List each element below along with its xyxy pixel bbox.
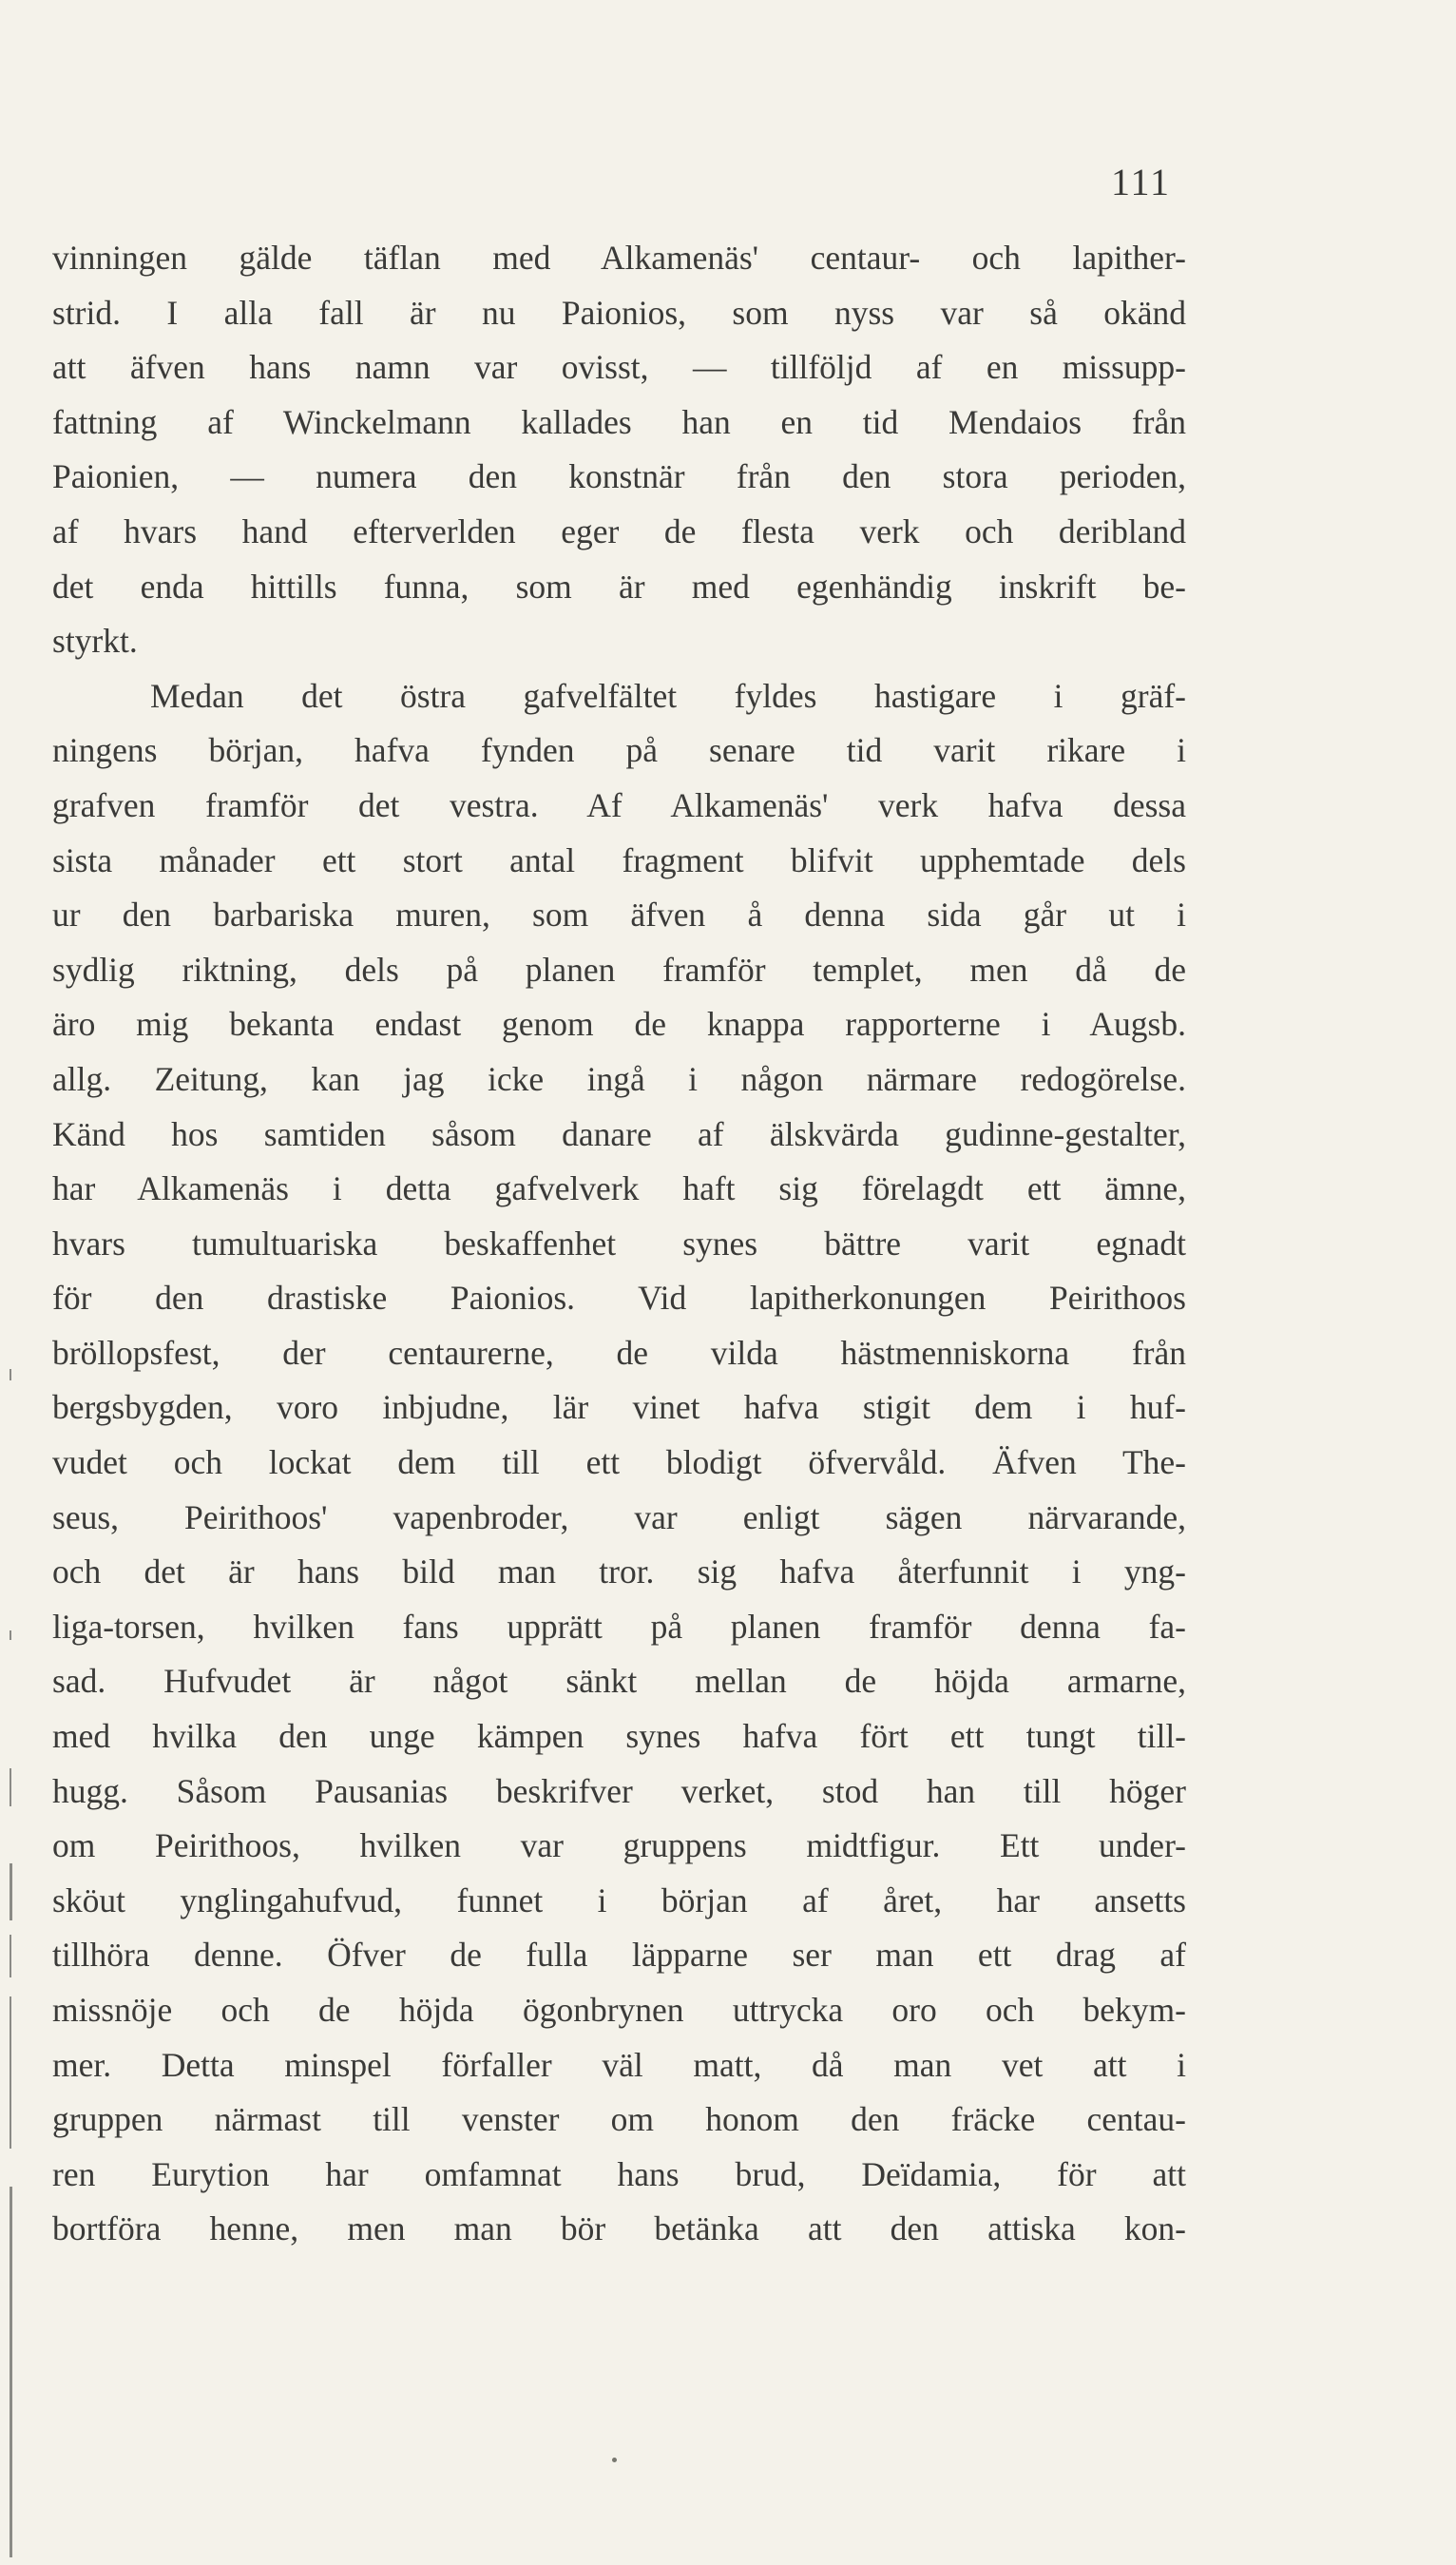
- text-line: att äfven hans namn var ovisst, — tillföljd af en missupp-: [52, 348, 1186, 387]
- text-line: sköut ynglingahufvud, funnet i början af året, har ansetts: [52, 1880, 1186, 1919]
- scan-gutter-mark: [10, 1935, 11, 1977]
- text-line: för den drastiske Paionios. Vid lapitherkonungen Peirithoos: [52, 1279, 1186, 1318]
- text-line: styrkt.: [52, 622, 138, 661]
- text-line: bortföra henne, men man bör betänka att den attiska kon-: [52, 2209, 1186, 2248]
- text-line: Känd hos samtiden såsom danare af älskvärda gudinne-gestalter,: [52, 1114, 1186, 1153]
- text-line: har Alkamenäs i detta gafvelverk haft sig förelagdt ett ämne,: [52, 1169, 1186, 1208]
- text-line: det enda hittills funna, som är med egenhändig inskrift be-: [52, 567, 1186, 606]
- text-line: allg. Zeitung, kan jag icke ingå i någon närmare redogörelse.: [52, 1059, 1186, 1098]
- text-line: vinningen gälde täflan med Alkamenäs' centaur- och lapither-: [52, 239, 1186, 277]
- text-line: bergsbygden, voro inbjudne, lär vinet hafva stigit dem i huf-: [52, 1388, 1186, 1427]
- scan-gutter-mark: [10, 1996, 11, 2149]
- page-number: 111: [1110, 161, 1171, 203]
- scan-speck: [612, 2458, 617, 2462]
- body-text: [52, 231, 1186, 2257]
- text-line: missnöje och de höjda ögonbrynen uttrycka oro och bekym-: [52, 1991, 1186, 2029]
- text-line: om Peirithoos, hvilken var gruppens midtfigur. Ett under-: [52, 1826, 1186, 1865]
- text-line: vudet och lockat dem till ett blodigt öfvervåld. Äfven The-: [52, 1443, 1186, 1482]
- text-line: och det är hans bild man tror. sig hafva återfunnit i yng-: [52, 1552, 1186, 1591]
- text-line: sydlig riktning, dels på planen framför templet, men då de: [52, 950, 1186, 989]
- text-line: äro mig bekanta endast genom de knappa rapporterne i Augsb.: [52, 1005, 1186, 1044]
- paragraph-start-line: Medan det östra gafvelfältet fyldes hastigare i gräf-: [150, 676, 1186, 715]
- scan-gutter-mark: [10, 1630, 11, 1640]
- text-line: sista månader ett stort antal fragment blifvit upphemtade dels: [52, 840, 1186, 879]
- text-line: med hvilka den unge kämpen synes hafva fört ett tungt till-: [52, 1717, 1186, 1756]
- text-line: gruppen närmast till venster om honom den fräcke centau-: [52, 2100, 1186, 2139]
- scan-gutter-mark: [10, 2187, 12, 2557]
- text-line: tillhöra denne. Öfver de fulla läpparne ser man ett drag af: [52, 1936, 1186, 1975]
- text-line: sad. Hufvudet är något sänkt mellan de höjda armarne,: [52, 1662, 1186, 1701]
- text-line: af hvars hand efterverlden eger de flesta verk och deribland: [52, 511, 1186, 550]
- text-line: mer. Detta minspel förfaller väl matt, då man vet att i: [52, 2045, 1186, 2084]
- text-line: liga-torsen, hvilken fans upprätt på planen framför denna fa-: [52, 1607, 1186, 1646]
- scan-gutter-mark: [10, 1863, 12, 1920]
- scan-gutter-mark: [10, 1369, 11, 1380]
- text-line: fattning af Winckelmann kallades han en tid Mendaios från: [52, 402, 1186, 441]
- text-line: bröllopsfest, der centaurerne, de vilda hästmenniskorna från: [52, 1333, 1186, 1372]
- text-line: Paionien, — numera den konstnär från den stora perioden,: [52, 457, 1186, 496]
- text-line: grafven framför det vestra. Af Alkamenäs' verk hafva dessa: [52, 785, 1186, 824]
- text-line: ningens början, hafva fynden på senare tid varit rikare i: [52, 731, 1186, 770]
- text-line: seus, Peirithoos' vapenbroder, var enligt sägen närvarande,: [52, 1497, 1186, 1536]
- text-line: hugg. Såsom Pausanias beskrifver verket, stod han till höger: [52, 1771, 1186, 1810]
- text-line: ur den barbariska muren, som äfven å denna sida går ut i: [52, 896, 1186, 935]
- scan-gutter-mark: [10, 1768, 11, 1806]
- text-line: hvars tumultuariska beskaffenhet synes bättre varit egnadt: [52, 1224, 1186, 1263]
- text-line: ren Eurytion har omfamnat hans brud, Deïdamia, för att: [52, 2154, 1186, 2193]
- text-line: strid. I alla fall är nu Paionios, som nyss var så okänd: [52, 293, 1186, 332]
